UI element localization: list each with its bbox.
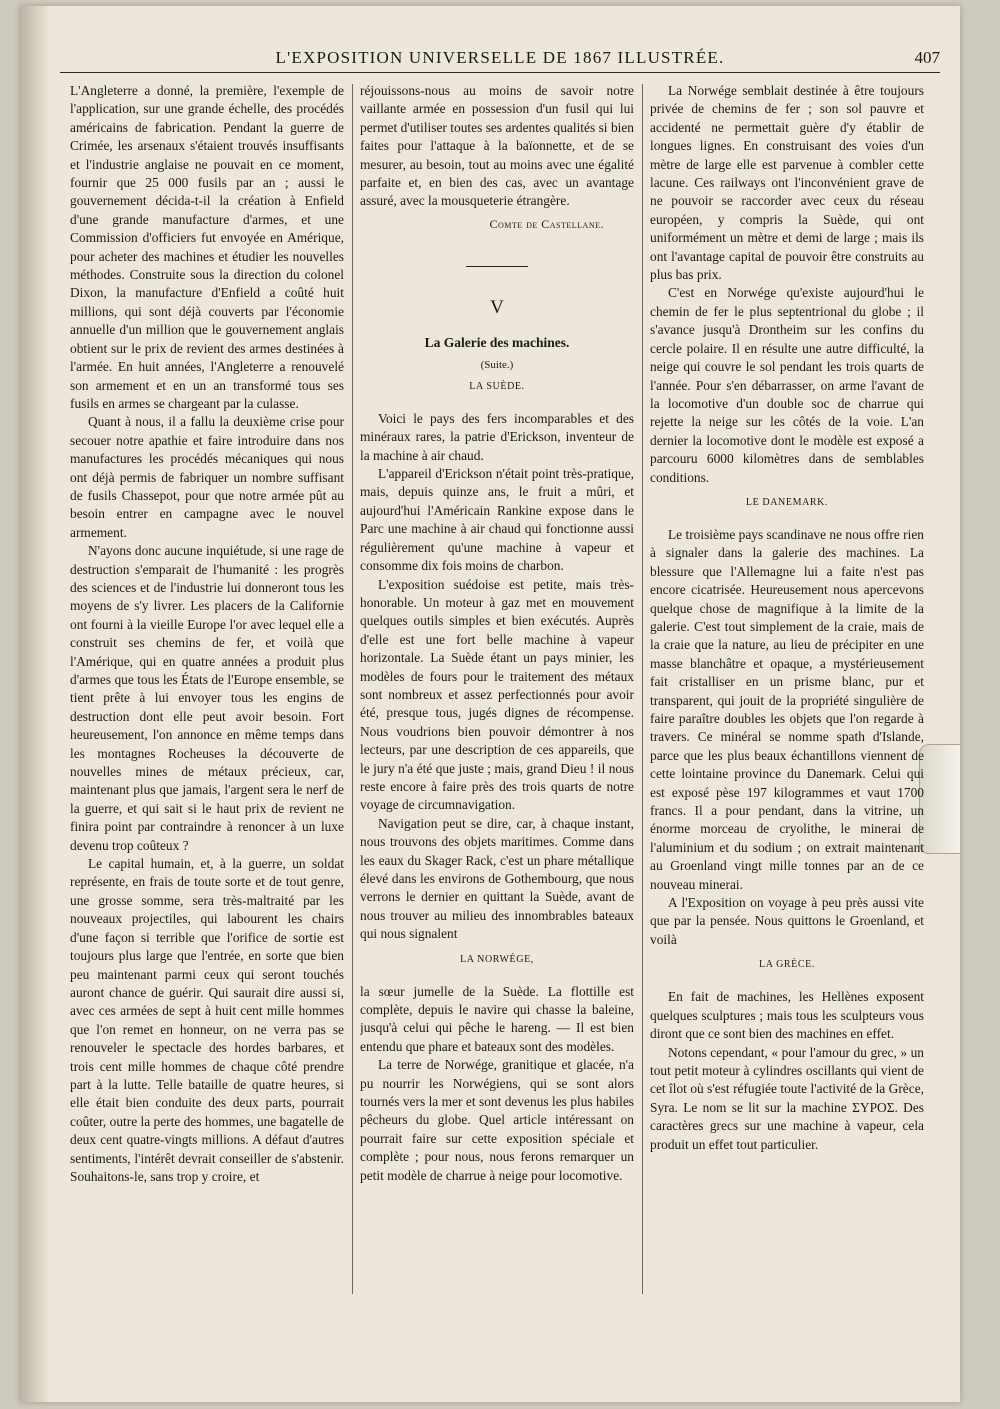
section-continued: (Suite.) bbox=[480, 358, 514, 371]
section-title: La Galerie des machines. bbox=[424, 334, 570, 350]
column-2 bbox=[360, 82, 634, 1312]
paragraph: A l'Exposition on voyage à peu près aussi vite que par la pensée. Nous quittons le Groenland, et voilà bbox=[650, 895, 924, 947]
paragraph: C'est en Norwége qu'existe aujourd'hui le chemin de fer le plus septentrional du globe ; il s'avance jusqu'à Drontheim sur les confins du cercle polaire. Il en résulte une autre difficulté, la neige qui couvre le sol pendant les trois quarts de l'année. Pour s'en débarrasser, on arme l'avant de la locomotive d'un double soc de charrue qui rejette la neige sur les côtés de la voie. L'an dernier la locomotive dont le modèle est exposé a parcouru 6000 kilomètres dans de semblables conditions. bbox=[650, 285, 924, 485]
paragraph: Notons cependant, « pour l'amour du grec, » un tout petit moteur à cylindres oscillants qui vient de cet îlot où s'est réfugiée toute l'activité de la Grèce, Syra. Le nom se lit sur la machine ΣΥΡΟΣ. Des caractères grecs sur une machine à vapeur, cela produit un effet tout particulier. bbox=[650, 1044, 924, 1152]
column-1 bbox=[70, 82, 344, 1312]
paragraph: la sœur jumelle de la Suède. La flottille est complète, depuis le navire qui chasse la baleine, jusqu'à celui qui pêche le hareng. — Il est bien entendu que phare et bateaux sont des modèles. bbox=[360, 983, 634, 1054]
paragraph: Navigation peut se dire, car, à chaque instant, nous trouvons des objets maritimes. Comme dans les eaux du Skager Rack, c'est un phare métallique élevé dans les environs de Gothembourg, que nous verrons le dernier en quittant la Suède, avant de nous trouver au milieu des innombrables bateaux qui nous signalent bbox=[360, 815, 634, 942]
paragraph: Voici le pays des fers incomparables et des minéraux rares, la patrie d'Erickson, inventeur de la machine à air chaud. bbox=[360, 410, 634, 463]
paragraph: L'appareil d'Erickson n'était point très-pratique, mais, depuis quinze ans, le fruit a mûri, et aujourd'hui l'Américain Rankine expose dans le Parc une machine à air chaud qui fonctionne aussi régulièrement qu'une machine à vapeur et consomme dix fois moins de charbon. bbox=[360, 466, 634, 574]
paragraph: La terre de Norwége, granitique et glacée, n'a pu nourrir les Norwégiens, qui se sont alors tournés vers la mer et sont devenus les plus habiles pêcheurs du globe. Quel article intéressant on pourrait faire sur cette exposition spéciale et complète ; pour nous, nous ferons remarquer un petit modèle de charrue à neige pour locomotive. bbox=[360, 1057, 634, 1183]
paragraph: La Norwége semblait destinée à être toujours privée de chemins de fer ; son sol pauvre et accidenté ne permettait guère d'y établir de longues lignes. En construisant des voies d'un mètre de large elle est parvenue à combler cette lacune. Ces railways ont l'inconvénient grave de ne pouvoir se raccorder avec ceux du réseau européen, y compris la Suède, qui ont uniformément un mètre et demi de large ; mais ils ont l'avantage capital de pouvoir être construits au plus bas prix. bbox=[650, 83, 924, 283]
page-number: 407 bbox=[914, 48, 940, 67]
binding-shadow bbox=[20, 6, 50, 1402]
column-rule-2 bbox=[642, 84, 643, 1294]
country-heading: LA SUÈDE. bbox=[469, 380, 525, 392]
paragraph: En fait de machines, les Hellènes exposent quelques sculptures ; mais tous les sculpteurs vous diront que ce sont bien des machines en effet. bbox=[650, 989, 924, 1042]
section-separator bbox=[466, 266, 528, 267]
paragraph: Le capital humain, et, à la guerre, un soldat représente, en frais de toute sorte et de tout genre, une grosse somme, sera très-maltraité par les nouveaux projectiles, qui labourent les chairs d'une façon si terrible que l'orifice de sortie est toujours plus large que l'entrée, en sorte que bien peu maintenant parmi ceux qui seront touchés auront chance de guérir. Qui saurait dire aussi si, avec ces armées de sept à huit cent mille hommes que l'on remet en honneur, on ne verra pas se renouveler le spectacle des hordes barbares, et trois cent mille hommes de chaque côté prendre part à la lutte. Telle bataille de quatre heures, si elle était bien conduite des deux parts, pourrait coûter, outre la perte des hommes, une bagatelle de deux cent quatre-vingts millions. A défaut d'autres sentiments, l'intérêt devrait conseiller de s'abstenir. Souhaitons-le, sans trop y croire, et bbox=[70, 856, 344, 1184]
column-3 bbox=[650, 82, 924, 1312]
column-rule-1 bbox=[352, 84, 353, 1294]
author-signature: Comte de Castellane. bbox=[489, 216, 604, 231]
country-heading: LE DANEMARK. bbox=[745, 496, 829, 508]
page bbox=[20, 6, 960, 1402]
running-header bbox=[60, 46, 940, 73]
paragraph: Le troisième pays scandinave ne nous offre rien à signaler dans la galerie des machines. La blessure que l'Allemagne lui a faite n'est pas encore cicatrisée. Heureusement nous apercevons quelque chose de magnifique à la limite de la galerie. C'est tout simplement de la craie, mais de la craie que la nature, au lieu de précipiter en une masse blanchâtre et opaque, a mystérieusement fait cristalliser en un prisme blanc, pur et transparent, qui jouit de la propriété singulière de faire paraître doubles les objets que l'on regarde à travers. Ce minéral se nomme spath d'Islande, parce que les plus beaux échantillons viennent de cette lointaine province du Danemark. Celui qui est exposé pèse 197 kilogrammes et vaut 1700 francs. Il a pour pendant, dans la vitrine, un énorme morceau de cryolithe, le minerai de l'aluminium et du sodium ; on extrait maintenant au Groenland vingt mille tonnes par an de ce nouveau minerai. bbox=[650, 526, 924, 892]
running-title: L'EXPOSITION UNIVERSELLE DE 1867 ILLUSTRÉE. bbox=[275, 48, 725, 67]
country-heading: LA NORWÉGE, bbox=[460, 953, 534, 965]
country-heading: LA GRÈCE. bbox=[759, 959, 815, 971]
paragraph: réjouissons-nous au moins de savoir notre vaillante armée en possession d'un fusil qui lui permet d'utiliser toutes ses ardentes qualités si bien faites pour l'attaque à la baïonnette, et de se mesurer, au besoin, tout au moins avec une égalité parfaite et, en bien des cas, avec un avantage assuré, avec la mousqueterie étrangère. bbox=[360, 83, 634, 209]
paragraph: L'exposition suédoise est petite, mais très-honorable. Un moteur à gaz met en mouvement quelques outils simples et bien exécutés. Auprès d'elle est une fort belle machine à vapeur horizontale. La Suède étant un pays minier, les modèles de fours pour le traitement des métaux sont nombreux et assez perfectionnés pour avoir été, presque tous, jugés dignes de récompense. Nous voudrions bien pouvoir démontrer à nos lecteurs, par une description de ces appareils, que le jury n'a été que juste ; mais, grand Dieu ! il nous reste encore à faire près des trois quarts de notre voyage de circumnavigation. bbox=[360, 576, 634, 813]
chapter-number: V bbox=[490, 296, 504, 318]
page-tab-marker bbox=[919, 744, 960, 854]
paragraph: L'Angleterre a donné, la première, l'exemple de l'application, sur une grande échelle, des procédés américains de fabrication. Pendant la guerre de Crimée, les arsenaux s'étaient trouvés insuffisants et l'industrie anglaise ne pouvait en ce moment, fournir que 25 000 fusils par an ; aussi le gouvernement décida-t-il la création à Enfield d'une grande manufacture d'armes, et une Commission d'officiers fut envoyée en Amérique, pour acheter des machines et étudier les nouvelles méthodes. Construite sous la direction du colonel Dixon, la manufacture d'Enfield a coûté huit millions, qui sont déjà couverts par l'économie annuelle d'un million que le gouvernement anglais obtient sur le prix de revient des armes destinées à l'armée. En huit années, l'Angleterre a renouvelé son armement et en un an transformé tous ses fusils en armes se chargeant par la culasse. bbox=[70, 83, 344, 411]
paragraph: N'ayons donc aucune inquiétude, si une rage de destruction s'emparait de l'humanité : les progrès des sciences et de l'industrie lui donneront tous les moyens de s'y livrer. Les placers de la Californie ont fourni à la vieille Europe l'or avec lequel elle a construit ses chemins de fer, et voilà que l'Amérique, qui en quatre années a produit plus d'armes que tous les États de l'Europe ensemble, se tient prête à lui envoyer tous les engins de destruction dont elle peut avoir besoin. Fort heureusement, l'on annonce en même temps dans les montagnes Rocheuses la découverte de nouvelles mines de métaux précieux, car, maintenant plus que jamais, l'argent sera le nerf de la guerre, et qui sait si le haut prix de revient ne finira point par contraindre à renoncer à un luxe devenu trop coûteux ? bbox=[70, 543, 344, 853]
paragraph: Quant à nous, il a fallu la deuxième crise pour secouer notre apathie et faire introduire dans nos manufactures les procédés mécaniques qui nous ont déjà permis de fabriquer un nombre suffisant de fusils Chassepot, pour que notre armée pût au besoin entrer en campagne avec le nouvel armement. bbox=[70, 414, 344, 540]
